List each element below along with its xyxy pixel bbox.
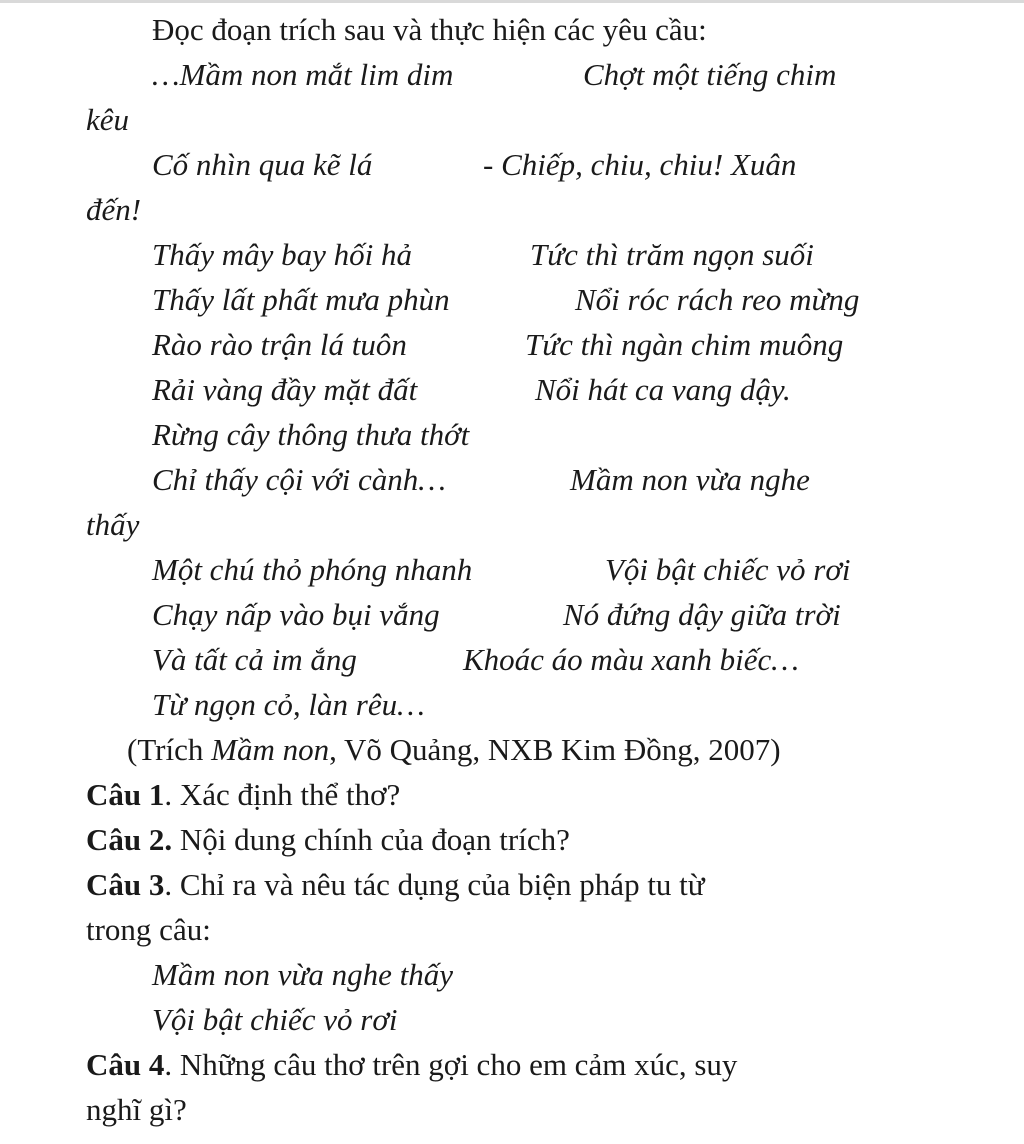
question-text: Nội dung chính của đoạn trích? <box>172 822 570 857</box>
source-prefix: (Trích <box>127 732 212 767</box>
question-text: . Xác định thể thơ? <box>164 777 401 812</box>
poem-line-left: Rải vàng đầy mặt đất <box>152 372 418 407</box>
poem-line-left: Rừng cây thông thưa thớt <box>152 417 470 452</box>
poem-line-left: Và tất cả im ắng <box>152 642 357 677</box>
poem-line-continuation: đến! <box>86 192 142 227</box>
top-edge <box>0 0 1024 3</box>
question-3-quote-line: Mầm non vừa nghe thấy <box>152 957 454 992</box>
poem-line-left: Từ ngọn cỏ, làn rêu… <box>152 687 425 722</box>
question-4 <box>86 1045 737 1085</box>
question-1 <box>86 775 400 815</box>
poem-line-right: Mầm non vừa nghe <box>570 462 810 497</box>
question-label: Câu 4 <box>86 1047 165 1082</box>
poem-line-left: Chỉ thấy cội với cành… <box>152 462 446 497</box>
poem-line-continuation: kêu <box>86 102 130 137</box>
question-label: Câu 1 <box>86 777 165 812</box>
poem-line-left: Cố nhìn qua kẽ lá <box>152 147 373 182</box>
question-4-continuation: nghĩ gì? <box>86 1092 187 1127</box>
poem-line-right: Tức thì trăm ngọn suối <box>530 237 814 272</box>
poem-line-right: Nó đứng dậy giữa trời <box>563 597 841 632</box>
instruction-text: Đọc đoạn trích sau và thực hiện các yêu cầu: <box>152 12 707 47</box>
poem-line-right: Vội bật chiếc vỏ rơi <box>605 552 851 587</box>
question-3-quote-line: Vội bật chiếc vỏ rơi <box>152 1002 398 1037</box>
poem-line-right: Nổi róc rách reo mừng <box>575 282 860 317</box>
poem-line-right: - Chiếp, chiu, chiu! Xuân <box>483 147 797 182</box>
source-suffix: , Võ Quảng, NXB Kim Đồng, 2007) <box>329 732 781 767</box>
poem-source <box>127 730 781 770</box>
poem-line-left: Một chú thỏ phóng nhanh <box>152 552 473 587</box>
poem-line-left: Thấy mây bay hối hả <box>152 237 413 272</box>
source-title: Mầm non <box>211 732 330 767</box>
question-label: Câu 3 <box>86 867 165 902</box>
poem-line-left: Rào rào trận lá tuôn <box>152 327 407 362</box>
poem-line-left: Thấy lất phất mưa phùn <box>152 282 450 317</box>
poem-line-right: Khoác áo màu xanh biếc… <box>463 642 799 677</box>
poem-line-right: Tức thì ngàn chim muông <box>525 327 844 362</box>
poem-line-continuation: thấy <box>86 507 140 542</box>
question-3 <box>86 865 705 905</box>
poem-line-left: …Mầm non mắt lim dim <box>152 57 454 92</box>
question-2 <box>86 820 570 860</box>
question-text: . Những câu thơ trên gợi cho em cảm xúc, suy <box>164 1047 738 1082</box>
poem-line-right: Chợt một tiếng chim <box>583 57 837 92</box>
poem-line-right: Nổi hát ca vang dậy. <box>535 372 791 407</box>
poem-line-left: Chạy nấp vào bụi vắng <box>152 597 440 632</box>
question-text: . Chỉ ra và nêu tác dụng của biện pháp tu từ <box>164 867 705 902</box>
question-3-continuation: trong câu: <box>86 912 211 947</box>
question-label: Câu 2. <box>86 822 173 857</box>
